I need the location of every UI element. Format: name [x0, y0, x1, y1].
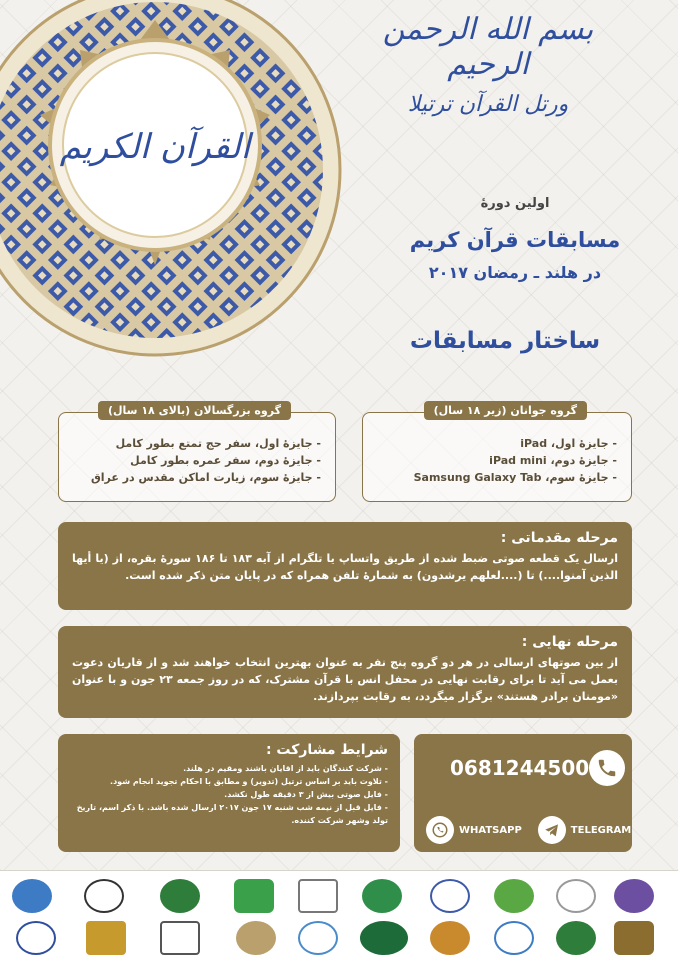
contact-panel [414, 734, 632, 852]
sponsor-logo [160, 921, 200, 955]
youth-prize-1: - جایزهٔ اول، iPad [414, 435, 617, 452]
phone-number[interactable]: 0681244500 [450, 756, 590, 780]
sponsor-logo [16, 921, 56, 955]
conditions-list [70, 762, 388, 827]
youth-group-box [362, 404, 632, 502]
condition-item: - فایل صوتی بیش از ۳ دقیقه طول نکشد. [70, 788, 388, 801]
structure-title: ساختار مسابقات [409, 328, 601, 354]
adults-group-title: گروه بزرگسالان (بالای ۱۸ سال) [98, 401, 291, 420]
sponsor-logo [362, 879, 402, 913]
final-title: مرحله نهایی : [521, 634, 618, 650]
edition-subtitle: اولین دورهٔ [480, 196, 550, 211]
location-date: در هلند ـ رمضان ۲۰۱۷ [428, 263, 602, 282]
sponsor-logo [614, 921, 654, 955]
condition-item: - تلاوت باید بر اساس ترتیل (تدویر) و مطابق با احکام تجوید انجام شود. [70, 775, 388, 788]
telegram-label: TELEGRAM [570, 824, 632, 836]
conditions-title: شرایط مشارکت : [265, 742, 388, 758]
sponsor-logo [556, 879, 596, 913]
whatsapp-label: WHATSAPP [459, 824, 522, 836]
sponsor-logo [298, 921, 338, 955]
adults-prize-2: - جایزهٔ دوم، سفر عمره بطور کامل [91, 452, 321, 469]
adults-prize-3: - جایزهٔ سوم، زیارت اماکن مقدس در عراق [91, 469, 321, 486]
sponsor-logo [556, 921, 596, 955]
medallion-calligraphy: القرآن الكريم [59, 127, 251, 167]
preliminary-title: مرحله مقدماتی : [500, 530, 618, 546]
condition-item: - فایل قبل از نیمه شب شنبه ۱۷ جون ۲۰۱۷ ارسال شده باشد. با ذکر اسم، تاریخ تولد وشهر شرکت کننده. [70, 801, 388, 827]
sponsor-logo [234, 879, 274, 913]
sponsor-logo [160, 879, 200, 913]
youth-group-title: گروه جوانان (زیر ۱۸ سال) [424, 401, 587, 420]
sponsor-logo [236, 921, 276, 955]
messaging-row [426, 816, 647, 844]
sponsor-logo-strip [0, 870, 678, 960]
telegram-icon[interactable] [538, 816, 566, 844]
youth-prize-list [414, 435, 617, 486]
whatsapp-icon[interactable] [426, 816, 454, 844]
preliminary-stage-panel [58, 522, 632, 610]
sponsor-logo [430, 879, 470, 913]
phone-row [438, 750, 625, 786]
sponsor-logo [360, 921, 408, 955]
final-stage-panel [58, 626, 632, 718]
phone-icon [589, 750, 625, 786]
sponsor-logo [494, 879, 534, 913]
sponsor-logo [494, 921, 534, 955]
final-text: از بین صوتهای ارسالی در هر دو گروه پنج نفر به عنوان بهترین انتخاب خواهند شد و از قاریان دعوت بعمل می آید تا برای رقابت نهایی در محفل انس با قرآن مشترک، که در روز جمعه ۲۳ جون و با عنوان «مومنان برادر هستند» برگزار میگردد، به رقابت بپردازند. [72, 656, 618, 703]
sponsor-logo [86, 921, 126, 955]
adults-prize-1: - جایزهٔ اول، سفر حج تمتع بطور کامل [91, 435, 321, 452]
condition-item: - شرکت کنندگان باید از اقایان باشند ومقیم در هلند. [70, 762, 388, 775]
sponsor-logo [84, 879, 124, 913]
sponsor-logo [12, 879, 52, 913]
sponsor-logo [430, 921, 470, 955]
conditions-panel [58, 734, 400, 852]
youth-prize-3: - جایزهٔ سوم، Samsung Galaxy Tab [414, 469, 617, 486]
quran-medallion [0, 0, 350, 380]
adults-prize-list [91, 435, 321, 486]
adults-group-box [58, 404, 336, 502]
sponsor-logo [298, 879, 338, 913]
verse-calligraphy: ورتل القرآن ترتيلا [407, 92, 569, 117]
preliminary-text: ارسال یک قطعه صوتی ضبط شده از طریق واتساپ یا تلگرام از آیه ۱۸۳ تا ۱۸۶ سورهٔ بقره، از (یا أیها الذین آمنوا....) تا (....لعلهم یرشدون) به شمارهٔ تلفن همراه که در پایان متن ذکر شده است. [72, 552, 618, 582]
main-title: مسابقات قرآن کریم [409, 228, 621, 252]
bismillah-calligraphy: بسم الله الرحمن الرحيم [382, 12, 594, 82]
sponsor-logo [614, 879, 654, 913]
youth-prize-2: - جایزهٔ دوم، iPad mini [414, 452, 617, 469]
